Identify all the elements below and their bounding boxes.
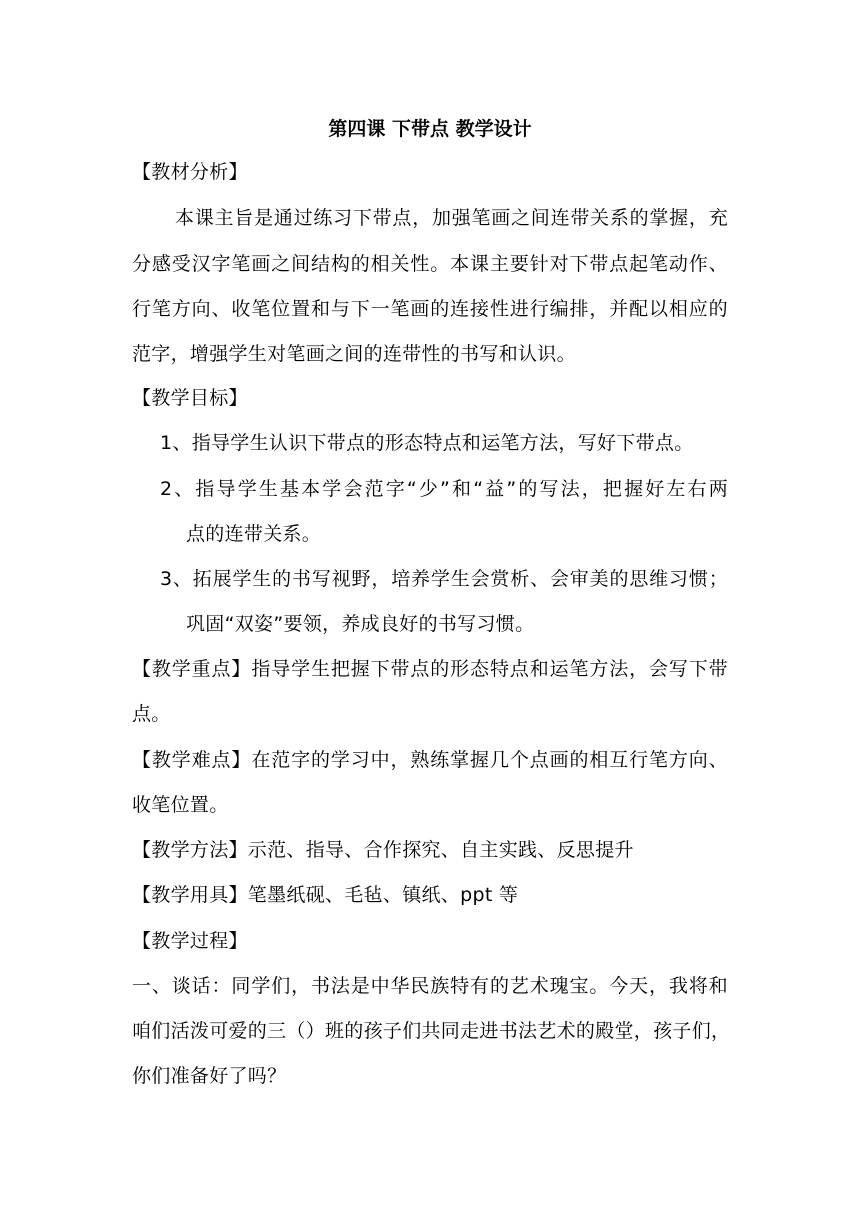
difficulty-line: 【教学难点】在范字的学习中，熟练掌握几个点画的相互行笔方向、 — [132, 749, 728, 771]
document-title: 第四课 下带点 教学设计 — [328, 118, 532, 140]
difficulty-line: 收笔位置。 — [132, 794, 229, 816]
process-line: 一、谈话：同学们，书法是中华民族特有的艺术瑰宝。今天，我将和 — [132, 975, 728, 997]
paragraph-line: 本课主旨是通过练习下带点，加强笔画之间连带关系的掌握，充 — [175, 207, 728, 229]
process-line: 你们准备好了吗？ — [132, 1065, 287, 1087]
paragraph-line: 行笔方向、收笔位置和与下一笔画的连接性进行编排，并配以相应的 — [132, 298, 728, 320]
key-point-line: 点。 — [132, 703, 171, 725]
key-point-line: 【教学重点】指导学生把握下带点的形态特点和运笔方法，会写下带 — [132, 658, 728, 680]
goal-item-2: 2、指导学生基本学会范字“少”和“益”的写法，把握好左右两 — [160, 478, 728, 500]
section-heading-analysis: 【教材分析】 — [132, 161, 248, 183]
tools-line: 【教学用具】笔墨纸砚、毛毡、镇纸、ppt 等 — [132, 884, 519, 906]
paragraph-line: 范字，增强学生对笔画之间的连带性的书写和认识。 — [132, 343, 576, 365]
goal-item-3: 3、拓展学生的书写视野，培养学生会赏析、会审美的思维习惯； — [160, 568, 728, 590]
section-heading-process: 【教学过程】 — [132, 930, 248, 952]
goal-item-3-cont: 巩固“双姿”要领，养成良好的书写习惯。 — [186, 613, 535, 635]
goal-item-1: 1、指导学生认识下带点的形态特点和运笔方法，写好下带点。 — [160, 432, 694, 454]
goal-item-2-cont: 点的连带关系。 — [186, 523, 322, 545]
section-heading-goals: 【教学目标】 — [132, 387, 248, 409]
paragraph-line: 分感受汉字笔画之间结构的相关性。本课主要针对下带点起笔动作、 — [132, 253, 728, 275]
process-line: 咱们活泼可爱的三（）班的孩子们共同走进书法艺术的殿堂，孩子们， — [132, 1020, 731, 1042]
method-line: 【教学方法】示范、指导、合作探究、自主实践、反思提升 — [132, 839, 634, 861]
